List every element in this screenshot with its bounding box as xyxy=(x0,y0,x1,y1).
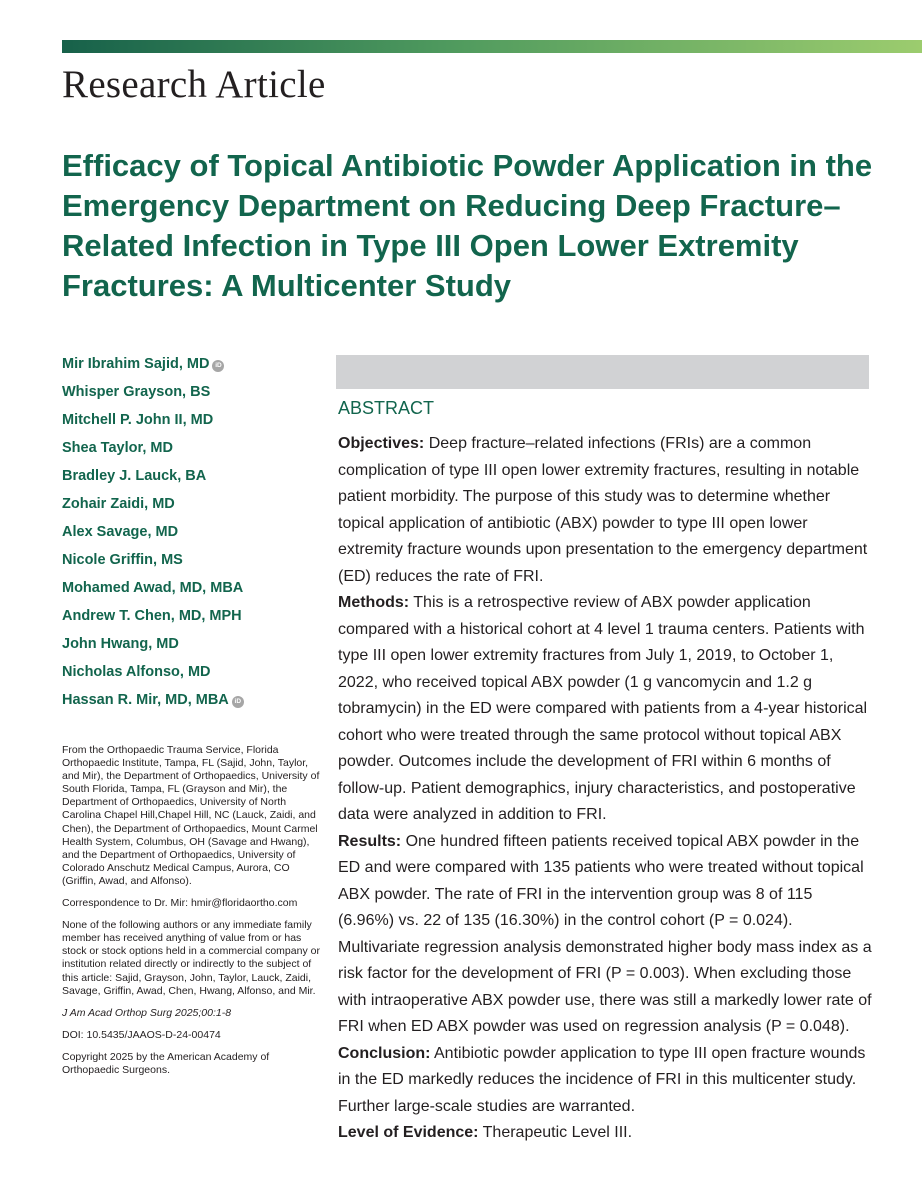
abstract-methods xyxy=(338,590,872,829)
abstract-level-of-evidence xyxy=(338,1120,872,1147)
copyright-note: Copyright 2025 by the American Academy of Orthopaedic Surgeons. xyxy=(62,1050,270,1076)
abstract-results xyxy=(338,829,872,1041)
author-name[interactable]: Mir Ibrahim Sajid, MD xyxy=(62,356,210,372)
author-name: Whisper Grayson, BS xyxy=(62,384,211,400)
abstract-section-label: Objectives: xyxy=(338,435,425,452)
abstract-section-text: Therapeutic Level III. xyxy=(482,1124,633,1141)
citation-text: J Am Acad Orthop Surg 2025;00:1-8 xyxy=(62,1006,232,1019)
author xyxy=(62,383,312,411)
author xyxy=(62,495,312,523)
author-name: Nicole Griffin, MS xyxy=(62,552,183,568)
correspondence-note[interactable]: Correspondence to Dr. Mir: hmir@floridaortho.com xyxy=(62,897,298,910)
article-title: Efficacy of Topical Antibiotic Powder Application in the Emergency Department on Reducing Deep Fracture–Related Infection in Type III Open Lower Extremity Fractures: A Multicenter Study xyxy=(62,148,873,303)
author-name: Mohamed Awad, MD, MBA xyxy=(62,580,244,596)
journal-citation xyxy=(62,1007,324,1020)
author xyxy=(62,467,312,495)
author xyxy=(62,439,312,467)
author xyxy=(62,607,312,635)
abstract-header-box xyxy=(336,355,869,389)
author xyxy=(62,635,312,663)
abstract-section-text: Deep fracture–related infections (FRIs) are a common complication of type III open lower extremity fractures, resulting in notable patient morbidity. The purpose of this study was to determine whether topical application of antibiotic (ABX) powder to type III open lower extremity fracture wounds upon presentation to the emergency department (ED) reduces the rate of FRI. xyxy=(338,435,868,585)
abstract-section-label: Methods: xyxy=(338,594,410,611)
author xyxy=(62,355,312,383)
abstract-section-text: One hundred fifteen patients received topical ABX powder in the ED and were compared with 135 patients who were treated without topical ABX powder. The rate of FRI in the intervention group was 8 of 115 (6.96%) vs. 22 of 135 (16.30%) in the control cohort (P = 0.024). Multivariate regression analysis demonstrated higher body mass index as a risk factor for the development of FRI (P = 0.003). When excluding those with intraoperative ABX powder use, there was still a markedly lower rate of FRI when ED ABX powder was used on regression analysis (P = 0.048). xyxy=(338,832,872,1035)
author-name: Nicholas Alfonso, MD xyxy=(62,664,211,680)
abstract-section-label: Results: xyxy=(338,832,402,850)
orcid-icon[interactable]: iD xyxy=(232,696,244,708)
author-name: Alex Savage, MD xyxy=(62,524,179,540)
header-accent-bar xyxy=(62,40,922,53)
abstract-conclusion xyxy=(338,1041,872,1121)
author-name: Hassan R. Mir, MD, MBA xyxy=(62,692,229,708)
abstract-section-label: Conclusion: xyxy=(338,1044,431,1062)
author xyxy=(62,579,312,607)
doi-note[interactable]: DOI: 10.5435/JAAOS-D-24-00474 xyxy=(62,1028,221,1041)
abstract-heading: ABSTRACT xyxy=(338,398,435,418)
author-name: Shea Taylor, MD xyxy=(62,440,173,456)
author xyxy=(62,523,312,551)
author-name: Bradley J. Lauck, BA xyxy=(62,468,207,484)
author-name: Zohair Zaidi, MD xyxy=(62,496,175,512)
author-list xyxy=(62,355,312,719)
abstract-section-text: Antibiotic powder application to type III open fracture wounds in the ED markedly reduces the incidence of FRI in this multicenter study. Further large-scale studies are warranted. xyxy=(338,1044,866,1115)
author-name: Mitchell P. John II, MD xyxy=(62,412,214,428)
disclosure-note: None of the following authors or any immediate family member has received anything of value from or has stock or stock options held in a commercial company or institution related directly or indirectly to the subject of this article: Sajid, Grayson, John, Taylor, Lauck, Zaidi, Savage, Griffin, Awad, Chen, Hwang, Alfonso, and Mir. xyxy=(62,919,320,997)
author-name: Andrew T. Chen, MD, MPH xyxy=(62,608,242,624)
affiliations-note: From the Orthopaedic Trauma Service, Florida Orthopaedic Institute, Tampa, FL (Sajid, John, Taylor, and Mir), the Department of Orthopaedics, University of South Florida, Tampa, FL (Grayson and Mir), the Department of Orthopaedics, University of North Carolina Chapel Hill,Chapel Hill, NC (Lauck, Zaidi, and Chen), the Department of Orthopaedics, Mount Carmel Health System, Columbus, OH (Savage and Hwang), and the Department of Orthopaedics, University of Colorado Anschutz Medical Campus, Aurora, CO (Griffin, Awad, and Alfonso). xyxy=(62,744,320,887)
author xyxy=(62,551,312,579)
article-footnotes xyxy=(62,744,324,1086)
author xyxy=(62,691,312,719)
abstract-section-label: Level of Evidence: xyxy=(338,1124,479,1141)
section-label: Research Article xyxy=(62,63,326,106)
author xyxy=(62,411,312,439)
abstract-body xyxy=(338,431,872,1147)
abstract-section-text: This is a retrospective review of ABX powder application compared with a historical cohort at 4 level 1 trauma centers. Patients with type III open lower extremity fractures from July 1, 2019, to October 1, 2022, who received topical ABX powder (1 g vancomycin and 1.2 g tobramycin) in the ED were compared with patients from a 4-year historical cohort who were treated through the same protocol without topical ABX powder. Outcomes include the development of FRI within 6 months of follow-up. Patient demographics, injury characteristics, and postoperative data were analyzed in addition to FRI. xyxy=(338,594,868,823)
author-name: John Hwang, MD xyxy=(62,636,179,652)
orcid-icon[interactable]: iD xyxy=(212,360,224,372)
author xyxy=(62,663,312,691)
abstract-objectives xyxy=(338,431,872,590)
